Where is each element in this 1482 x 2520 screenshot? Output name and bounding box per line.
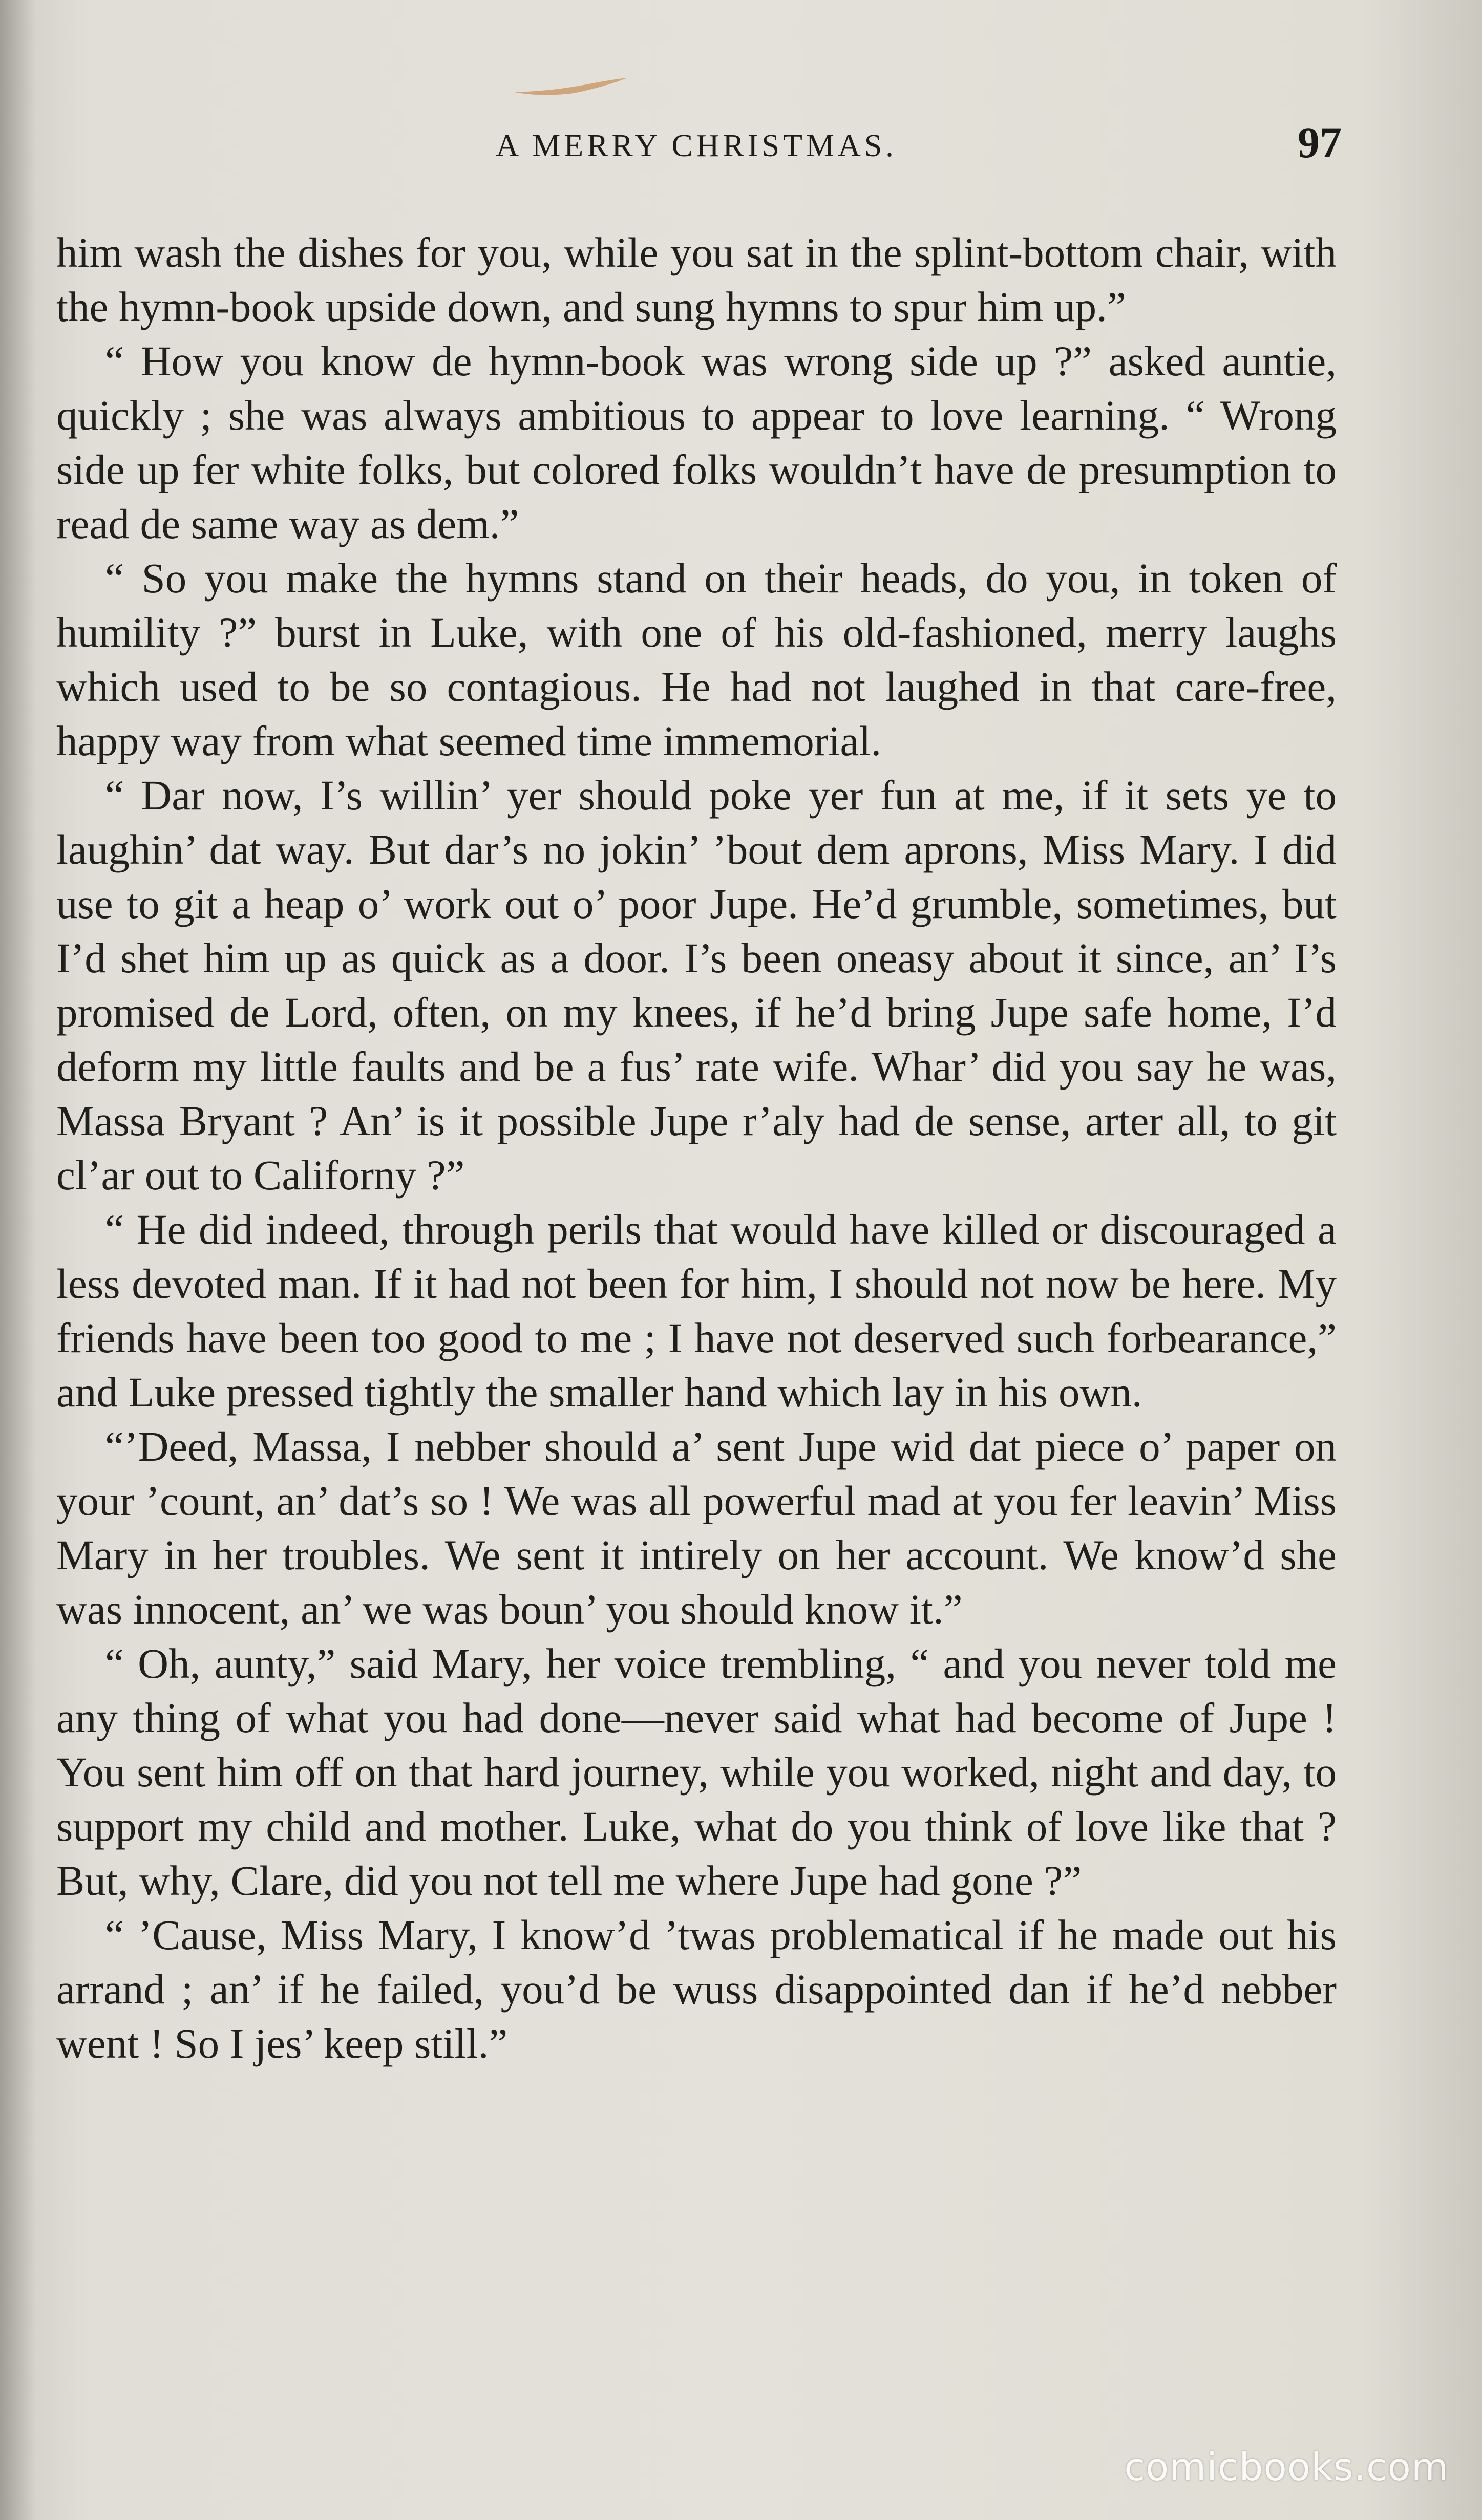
page-header — [51, 117, 1342, 178]
page-body — [56, 225, 1337, 2070]
paragraph: “ Dar now, I’s willin’ yer should poke yer fun at me, if it sets ye to laughin’ dat way. But dar’s no jokin’ ’bout dem aprons, Miss Mary. I did use to git a heap o’ work out o’ poor Jupe. He’d grumble, sometimes, but I’d shet him up as quick as a door. I’s been oneasy about it since, an’ I’s promised de Lord, often, on my knees, if he’d bring Jupe safe home, I’d deform my little faults and be a fus’ rate wife. Whar’ did you say he was, Massa Bryant ? An’ is it possible Jupe r’aly had de sense, arter all, to git cl’ar out to Californy ?” — [56, 772, 1337, 1199]
paragraph: “ Oh, aunty,” said Mary, her voice trembling, “ and you never told me any thing of what you had done—never said what had become of Jupe ! You sent him off on that hard journey, while you worked, night and day, to support my child and mother. Luke, what do you think of love like that ? But, why, Clare, did you not tell me where Jupe had gone ?” — [56, 1640, 1337, 1904]
watermark: comicbooks.com — [1124, 2445, 1449, 2489]
paragraph: “’Deed, Massa, I nebber should a’ sent Jupe wid dat piece o’ paper on your ’count, an’ dat’s so ! We was all powerful mad at you fer leavin’ Miss Mary in her troubles. We sent it intirely on her account. We know’d she was innocent, an’ we was boun’ you should know it.” — [56, 1423, 1337, 1633]
running-title: A MERRY CHRISTMAS. — [496, 129, 897, 163]
page-number: 97 — [1298, 118, 1342, 167]
paragraph: “ So you make the hymns stand on their heads, do you, in token of humility ?” burst in Luke, with one of his old-fashioned, merry laughs which used to be so contagious. He had not laughed in that care-free, happy way from what seemed time immemorial. — [56, 554, 1337, 764]
paragraph: “ How you know de hymn-book was wrong side up ?” asked auntie, quickly ; she was always ambitious to appear to love learning. “ Wrong side up fer white folks, but colored folks wouldn’t have de presumption to read de same way as dem.” — [56, 337, 1337, 547]
ink-smudge — [512, 77, 630, 97]
paragraph: him wash the dishes for you, while you sat in the splint-bottom chair, with the hymn-book upside down, and sung hymns to spur him up.” — [56, 229, 1337, 330]
paragraph: “ ’Cause, Miss Mary, I know’d ’twas problematical if he made out his arrand ; an’ if he failed, you’d be wuss disappointed dan if he’d nebber went ! So I jes’ keep still.” — [56, 1911, 1337, 2067]
page-gutter-shadow — [0, 0, 36, 2520]
paragraph: “ He did indeed, through perils that would have killed or discouraged a less devoted man. If it had not been for him, I should not now be here. My friends have been too good to me ; I have not deserved such forbearance,” and Luke pressed tightly the smaller hand which lay in his own. — [56, 1206, 1337, 1416]
